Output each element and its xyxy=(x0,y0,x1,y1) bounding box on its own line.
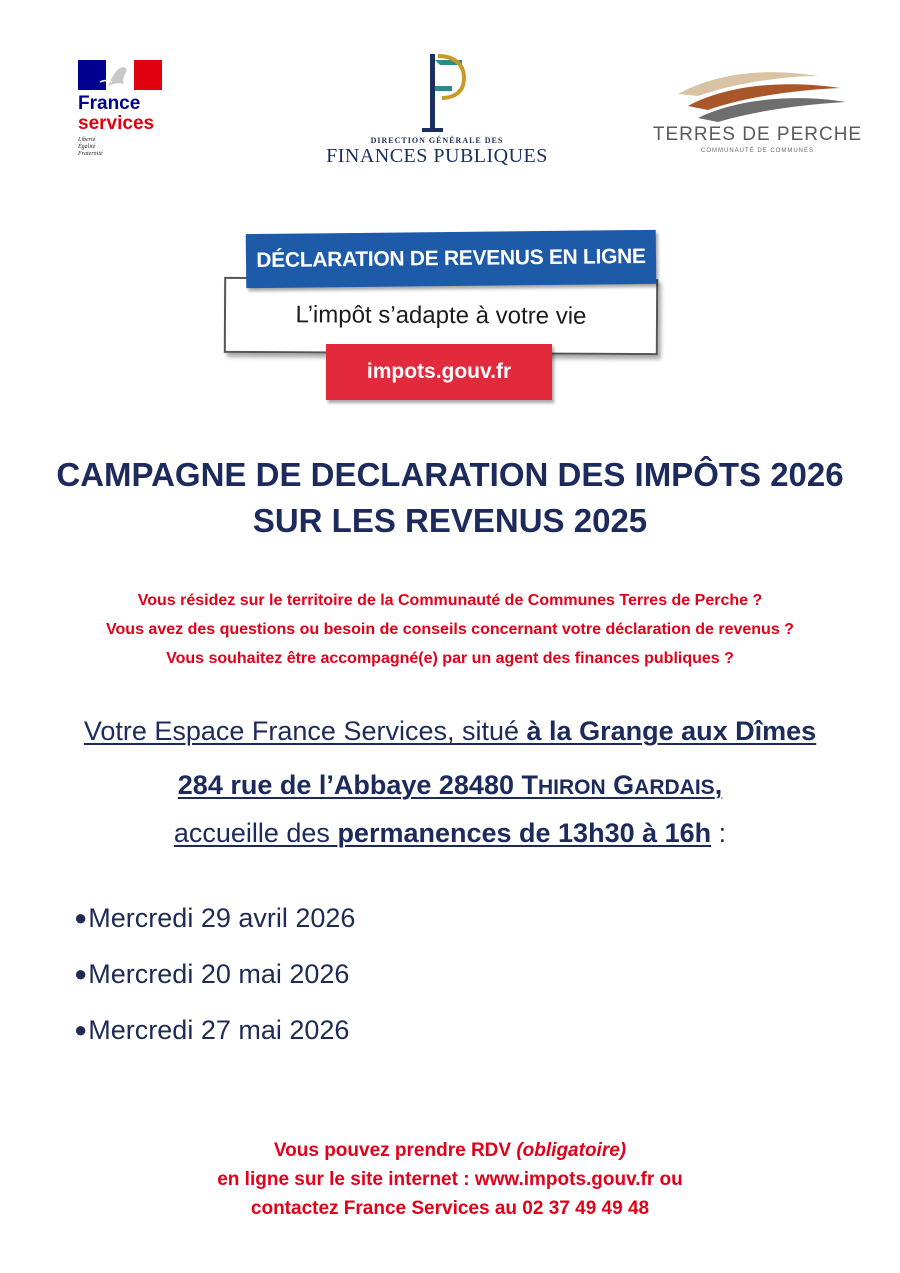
location-place: à la Grange aux Dîmes xyxy=(526,716,817,746)
terres-de-perche-logo xyxy=(650,66,865,166)
france-services-name: France xyxy=(78,93,141,114)
hours-value: permanences de 13h30 à 16h xyxy=(337,818,712,848)
bullet-icon: ● xyxy=(74,1017,88,1042)
location-line xyxy=(0,716,900,747)
appointment-info xyxy=(0,1136,900,1223)
hours-line xyxy=(0,818,900,849)
footer-line-2: en ligne sur le site internet : www.impots.gouv.fr ou xyxy=(217,1169,683,1190)
bullet-icon: ● xyxy=(74,961,88,986)
dgfip-subtitle: DIRECTION GÉNÉRALE DES xyxy=(370,136,504,145)
questions-block xyxy=(0,586,900,673)
dates-list xyxy=(74,890,674,1058)
address-line: 284 rue de l’Abbaye 28480 THIRON GARDAIS, xyxy=(177,770,723,800)
question-item: Vous souhaitez être accompagné(e) par un agent des finances publiques ? xyxy=(166,650,734,667)
dgfip-logo xyxy=(312,52,562,177)
title-line-1: CAMPAGNE DE DECLARATION DES IMPÔTS 2026 xyxy=(56,456,844,493)
declaration-banner xyxy=(222,226,660,408)
list-item: ● Mercredi 20 mai 2026 xyxy=(74,946,674,1002)
terres-de-perche-subtitle: COMMUNAUTÉ DE COMMUNES xyxy=(701,148,814,154)
banner-site: impots.gouv.fr xyxy=(326,344,552,400)
footer-line-3: contactez France Services au 02 37 49 49 48 xyxy=(250,1198,650,1219)
france-services-logo xyxy=(78,60,188,170)
hours-intro: accueille des xyxy=(173,818,338,848)
marianne-flag-icon xyxy=(78,60,162,90)
france-services-name2: services xyxy=(78,113,155,134)
hours-colon: : xyxy=(711,818,727,848)
fp-monogram-icon xyxy=(402,52,472,134)
title-line-2: SUR LES REVENUS 2025 xyxy=(252,502,648,539)
terres-de-perche-name: TERRES DE PERCHE xyxy=(652,124,863,145)
question-item: Vous avez des questions ou besoin de conseils concernant votre déclaration de revenus ? xyxy=(106,621,794,638)
page-title xyxy=(0,452,900,544)
location-intro: Votre Espace France Services, situé xyxy=(83,716,527,746)
banner-heading: DÉCLARATION DE REVENUS EN LIGNE xyxy=(246,230,657,288)
republic-motto: Liberté Égalité Fraternité xyxy=(78,137,103,157)
landscape-waves-icon xyxy=(668,66,848,122)
footer-line-1: Vous pouvez prendre RDV (obligatoire) xyxy=(273,1140,627,1161)
banner-slogan: L’impôt s’adapte à votre vie xyxy=(224,277,658,355)
list-item: ● Mercredi 29 avril 2026 xyxy=(74,890,674,946)
bullet-icon: ● xyxy=(74,905,88,930)
question-item: Vous résidez sur le territoire de la Communauté de Communes Terres de Perche ? xyxy=(137,592,763,609)
list-item: ● Mercredi 27 mai 2026 xyxy=(74,1002,674,1058)
dgfip-name: FINANCES PUBLIQUES xyxy=(326,145,548,167)
